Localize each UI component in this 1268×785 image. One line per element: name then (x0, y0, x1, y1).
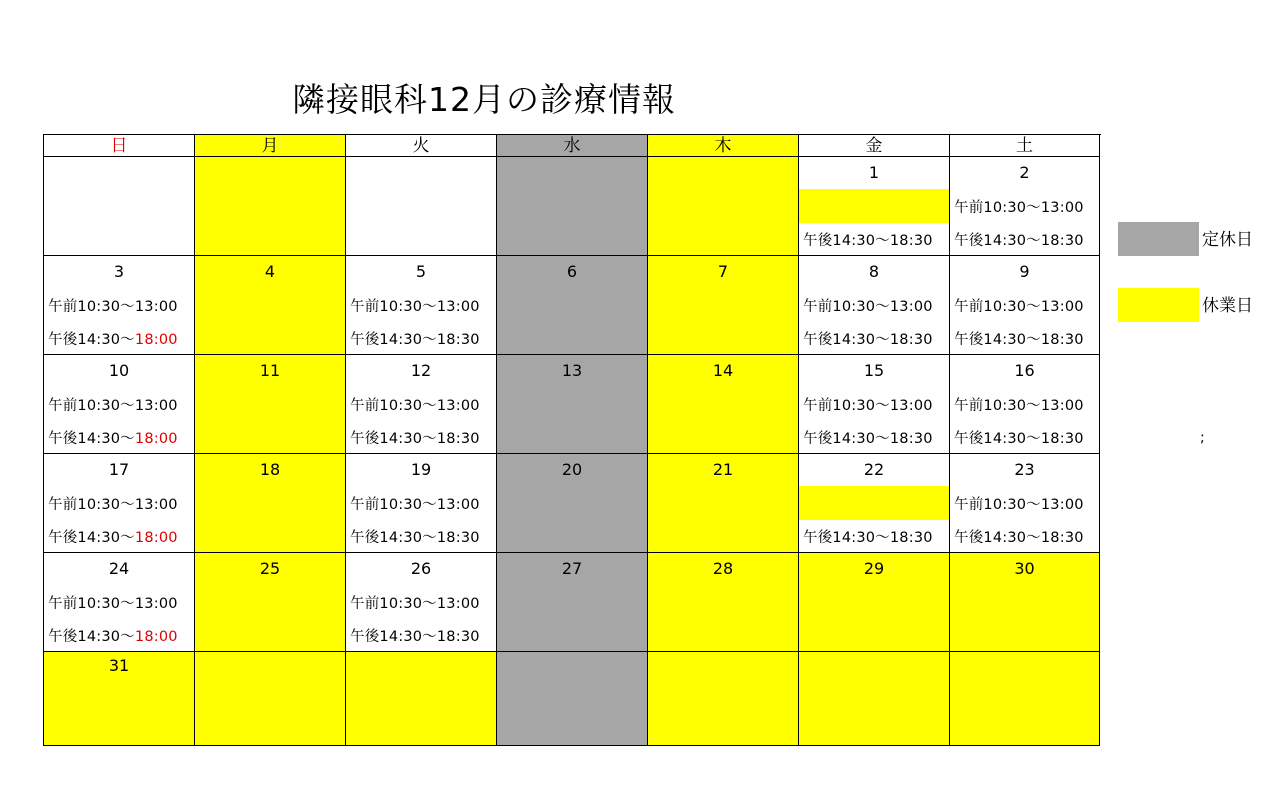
day-cell (648, 553, 799, 652)
legend-label-closed-regular: 定休日 (1202, 230, 1253, 250)
afternoon-hours-start: 午後14:30〜18:30 (803, 233, 933, 249)
day-number: 30 (1014, 559, 1035, 578)
afternoon-hours-start: 午後14:30〜 (48, 332, 135, 348)
afternoon-hours (48, 628, 178, 646)
day-cell (648, 652, 799, 746)
day-number: 4 (264, 262, 276, 281)
afternoon-hours (350, 331, 480, 349)
morning-hours: 午前10:30〜13:00 (954, 497, 1084, 513)
day-cell (799, 652, 950, 746)
day-number: 27 (561, 559, 583, 578)
day-cell (648, 355, 799, 454)
day-cell (950, 553, 1100, 652)
morning-hours: 午前10:30〜13:00 (350, 596, 480, 612)
day-number: 3 (113, 262, 125, 281)
afternoon-hours (350, 529, 480, 547)
day-cell (195, 157, 346, 256)
day-number: 12 (410, 361, 432, 380)
weekday-header: 水 (497, 135, 648, 157)
day-cell (44, 355, 195, 454)
day-cell (346, 553, 497, 652)
day-number: 25 (259, 559, 281, 578)
legend-label-closed-holiday: 休業日 (1202, 296, 1253, 316)
afternoon-hours-end-red: 18:00 (134, 629, 178, 645)
day-number: 7 (717, 262, 729, 281)
day-number: 15 (863, 361, 885, 380)
day-cell (799, 256, 950, 355)
weekday-header: 木 (648, 135, 799, 157)
day-cell (950, 355, 1100, 454)
afternoon-hours (48, 331, 178, 349)
morning-hours: 午前10:30〜13:00 (350, 299, 480, 315)
day-cell (346, 157, 497, 256)
day-number: 1 (868, 163, 880, 182)
day-cell (799, 553, 950, 652)
day-number: 8 (868, 262, 880, 281)
afternoon-hours-start: 午後14:30〜 (48, 431, 135, 447)
stray-mark: ; (1200, 430, 1205, 446)
day-cell (346, 652, 497, 746)
day-number: 22 (863, 460, 885, 479)
afternoon-hours-start: 午後14:30〜18:30 (350, 431, 480, 447)
legend-swatch-closed-regular (1118, 222, 1199, 256)
day-cell (195, 553, 346, 652)
afternoon-hours (350, 430, 480, 448)
calendar-grid (43, 134, 1101, 746)
day-number: 20 (561, 460, 583, 479)
afternoon-hours (803, 430, 933, 448)
day-number: 2 (1019, 163, 1030, 182)
weekday-header: 金 (799, 135, 950, 157)
afternoon-hours (350, 628, 480, 646)
afternoon-hours-end-red: 18:00 (134, 431, 178, 447)
morning-hours: 午前10:30〜13:00 (48, 596, 178, 612)
day-number: 5 (415, 262, 427, 281)
afternoon-hours (803, 331, 933, 349)
afternoon-hours-start: 午後14:30〜18:30 (954, 530, 1084, 546)
afternoon-hours-start: 午後14:30〜 (48, 629, 135, 645)
weekday-header: 日 (44, 135, 195, 157)
afternoon-hours (803, 529, 933, 547)
afternoon-hours-start: 午後14:30〜18:30 (350, 629, 480, 645)
morning-hours: 午前10:30〜13:00 (350, 398, 480, 414)
day-cell (346, 355, 497, 454)
day-number: 14 (712, 361, 734, 380)
day-cell (346, 256, 497, 355)
morning-closed-band (799, 189, 949, 223)
day-cell (648, 157, 799, 256)
day-cell (950, 454, 1100, 553)
day-cell (195, 652, 346, 746)
day-cell (799, 157, 950, 256)
day-cell (950, 256, 1100, 355)
morning-hours: 午前10:30〜13:00 (954, 398, 1084, 414)
afternoon-hours (48, 529, 178, 547)
day-cell (195, 454, 346, 553)
weekday-header: 月 (195, 135, 346, 157)
afternoon-hours (954, 232, 1084, 250)
day-cell (44, 256, 195, 355)
day-cell (497, 454, 648, 553)
day-cell (44, 652, 195, 746)
day-cell (648, 256, 799, 355)
day-cell (950, 157, 1100, 256)
morning-hours: 午前10:30〜13:00 (954, 200, 1084, 216)
morning-hours: 午前10:30〜13:00 (48, 497, 178, 513)
afternoon-hours-end-red: 18:00 (134, 332, 178, 348)
afternoon-hours-start: 午後14:30〜18:30 (350, 332, 480, 348)
day-cell (497, 355, 648, 454)
morning-hours: 午前10:30〜13:00 (954, 299, 1084, 315)
day-cell (497, 256, 648, 355)
day-cell (44, 454, 195, 553)
day-number: 31 (108, 656, 130, 675)
day-number: 11 (259, 361, 281, 380)
afternoon-hours-start: 午後14:30〜18:30 (803, 332, 933, 348)
day-number: 13 (561, 361, 583, 380)
day-cell (648, 454, 799, 553)
day-number: 17 (108, 460, 130, 479)
day-number: 9 (1019, 262, 1030, 281)
day-cell (799, 454, 950, 553)
afternoon-hours-end-red: 18:00 (134, 530, 178, 546)
day-cell (950, 652, 1100, 746)
morning-hours: 午前10:30〜13:00 (803, 398, 933, 414)
day-number: 29 (863, 559, 885, 578)
day-cell (195, 256, 346, 355)
day-number: 10 (108, 361, 130, 380)
morning-hours: 午前10:30〜13:00 (48, 299, 178, 315)
legend-swatch-closed-holiday (1118, 288, 1199, 322)
day-cell (44, 553, 195, 652)
afternoon-hours (954, 331, 1084, 349)
day-cell (497, 553, 648, 652)
day-number: 19 (410, 460, 432, 479)
day-number: 18 (259, 460, 281, 479)
afternoon-hours-start: 午後14:30〜18:30 (350, 530, 480, 546)
day-number: 24 (108, 559, 130, 578)
weekday-header: 土 (950, 135, 1100, 157)
day-number: 6 (566, 262, 578, 281)
afternoon-hours (803, 232, 933, 250)
afternoon-hours (48, 430, 178, 448)
morning-hours: 午前10:30〜13:00 (48, 398, 178, 414)
day-cell (195, 355, 346, 454)
weekday-header: 火 (346, 135, 497, 157)
day-number: 21 (712, 460, 734, 479)
afternoon-hours-start: 午後14:30〜 (48, 530, 135, 546)
afternoon-hours-start: 午後14:30〜18:30 (954, 233, 1084, 249)
afternoon-hours-start: 午後14:30〜18:30 (954, 431, 1084, 447)
afternoon-hours-start: 午後14:30〜18:30 (954, 332, 1084, 348)
afternoon-hours-start: 午後14:30〜18:30 (803, 530, 933, 546)
day-number: 16 (1014, 361, 1035, 380)
day-number: 23 (1014, 460, 1035, 479)
afternoon-hours (954, 529, 1084, 547)
page-title: 隣接眼科12月の診療情報 (292, 80, 676, 119)
day-cell (799, 355, 950, 454)
day-cell (497, 652, 648, 746)
day-cell (497, 157, 648, 256)
day-cell (346, 454, 497, 553)
morning-hours: 午前10:30〜13:00 (350, 497, 480, 513)
morning-hours: 午前10:30〜13:00 (803, 299, 933, 315)
afternoon-hours-start: 午後14:30〜18:30 (803, 431, 933, 447)
day-cell (44, 157, 195, 256)
day-number: 26 (410, 559, 432, 578)
day-number: 28 (712, 559, 734, 578)
afternoon-hours (954, 430, 1084, 448)
morning-closed-band (799, 486, 949, 520)
